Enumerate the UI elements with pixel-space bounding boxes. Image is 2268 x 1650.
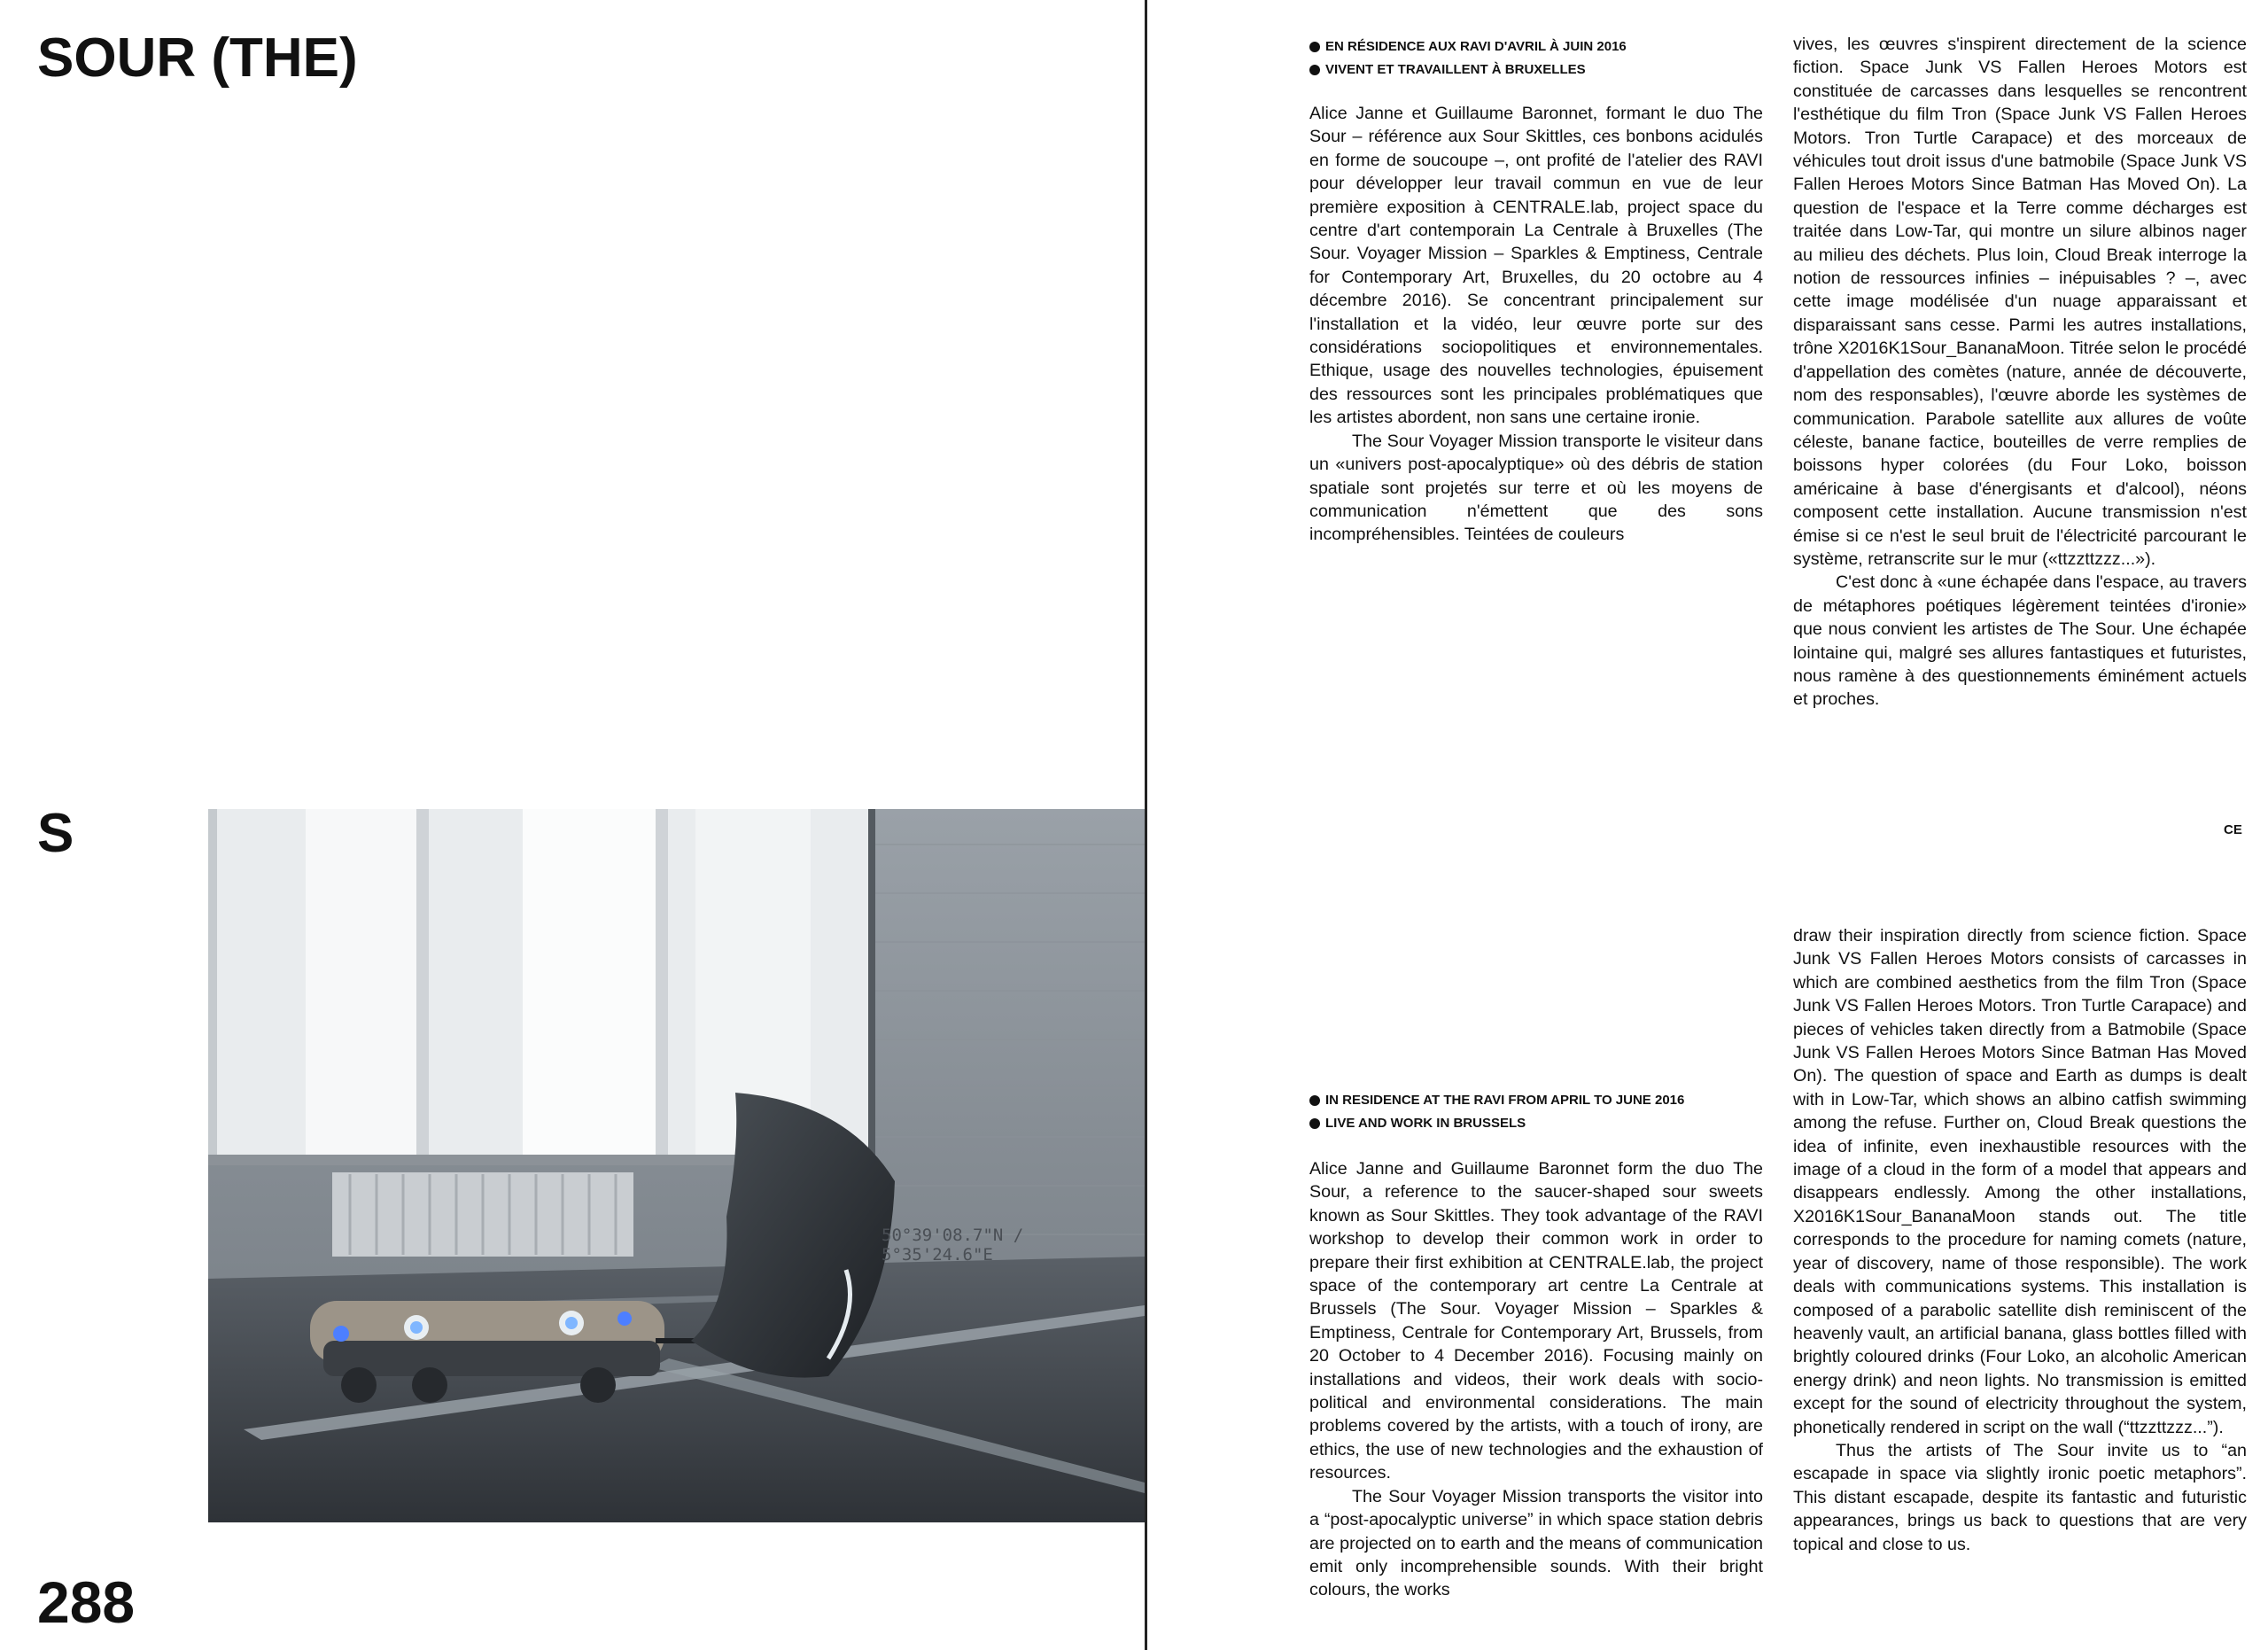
fr-bullet-text: VIVENT ET TRAVAILLENT À BRUXELLES bbox=[1325, 62, 1586, 77]
wall-coordinates-text: 50°39'08.7"N / 5°35'24.6"E bbox=[882, 1226, 1024, 1265]
fr-bullet bbox=[1309, 58, 1763, 82]
fr-bullet-text: EN RÉSIDENCE AUX RAVI D'AVRIL À JUIN 2016 bbox=[1325, 39, 1627, 54]
fr-bullet bbox=[1309, 35, 1763, 58]
page-title: SOUR (THE) bbox=[37, 27, 358, 89]
fr-bullet-list bbox=[1309, 35, 1763, 82]
author-signature: CE bbox=[2224, 822, 2242, 837]
en-column-2 bbox=[1793, 924, 2247, 1556]
en-bullet bbox=[1309, 1112, 1763, 1135]
paragraph: The Sour Voyager Mission transports the visitor into a “post-apocalyptic universe” in which space station debris are projected on to earth and the means of communication emit only incomprehensible sounds. With their bright colours, the works bbox=[1309, 1486, 1763, 1600]
photo-illustration bbox=[208, 809, 1145, 1522]
bullet-icon bbox=[1309, 1118, 1320, 1129]
page-number: 288 bbox=[37, 1569, 136, 1635]
paragraph: draw their inspiration directly from science fiction. Space Junk VS Fallen Heroes Motors consists of carcasses in which are combined aesthetics from the film Tron (Space Junk VS Fallen Heroes Motors. Tron Turtle Carapace) and pieces of vehicles taken directly from a Batmobile (Space Junk VS Fallen Heroes Motors Since Batman Has Moved On). The question of space and Earth as dumps is dealt with in Low-Tar, which shows an albino catfish swimming among the refuse. Further on, Cloud Break questions the idea of infinite, even inexhaustible resources with the image of a cloud in the form of a model that appears and disappears endlessly. Among the other installations, X2016K1Sour_BananaMoon stands out. The title corresponds to the procedure for naming comets (nature, year of discovery, name of those responsible). The work deals with communications systems. This installation is composed of a parabolic satellite dish reminiscent of the heavenly vault, an artificial banana, glass bottles filled with brightly coloured drinks (Four Loko, an alcoholic American energy drink) and neon lights. No transmission is emitted except for the sound of electricity throughout the system, phonetically rendered in script on the wall (“ttzzttzzz...”). bbox=[1793, 926, 2247, 1437]
paragraph: C'est donc à «une échapée dans l'espace, au travers de métaphores poétiques légèrement teintées d'ironie» que nous convient les artistes de The Sour. Une échapée lointaine qui, malgré ses allures fantastiques et futuristes, nous ramène à des questionnements éminément actuels et proches. bbox=[1793, 572, 2247, 710]
paragraph: vives, les œuvres s'inspirent directement de la science fiction. Space Junk VS Fallen Heroes Motors est constituée de carcasses dans lesquelles se rencontrent l'esthétique du film Tron (Space Junk VS Fallen Heroes Motors. Tron Turtle Carapace) et des morceaux de véhicules tout droit issus d'une batmobile (Space Junk VS Fallen Heroes Motors Since Batman Has Moved On). La question de l'espace et la Terre comme décharges est traitée dans Low-Tar, qui montre un silure albinos nager au milieu des déchets. Plus loin, Cloud Break interroge la notion de ressources infinies – inépuisables ? –, avec cette image modélisée d'un nuage apparaissant et disparaissant sans cesse. Parmi les autres installations, trône X2016K1Sour_BananaMoon. Titrée selon le procédé d'appellation des comètes (nature, année de découverte, nom des responsables), l'œuvre aborde les systèmes de communication. Parabole satellite aux allures de voûte céleste, banane factice, bouteilles de verre remplies de boissons hyper colorées (du Four Loko, boisson américaine à base d'énergisants et d'alcool), néons composent cette installation. Aucune transmission n'est émise si ce n'est le seul bruit de l'électricité parcourant le système, retranscrite sur le mur («ttzzttzzz...»). bbox=[1793, 35, 2247, 569]
bullet-icon bbox=[1309, 42, 1320, 52]
en-bullet-text: IN RESIDENCE AT THE RAVI FROM APRIL TO JUNE 2016 bbox=[1325, 1093, 1685, 1108]
fr-column-1 bbox=[1309, 102, 1763, 547]
en-bullet-text: LIVE AND WORK IN BRUSSELS bbox=[1325, 1116, 1526, 1131]
section-letter: S bbox=[37, 803, 74, 864]
bullet-icon bbox=[1309, 65, 1320, 75]
installation-photo bbox=[208, 809, 1145, 1522]
en-column-1 bbox=[1309, 1157, 1763, 1602]
paragraph: Alice Janne and Guillaume Baronnet form the duo The Sour, a reference to the saucer-shaped sour sweets known as Sour Skittles. They took advantage of the RAVI workshop to develop their common work in order to prepare their first exhibition at CENTRALE.lab, the project space of the contemporary art centre La Centrale at Brussels (The Sour. Voyager Mission – Sparkles & Emptiness, Centrale for Contemporary Art, Brussels, from 20 October to 4 December 2016). Focusing mainly on installations and videos, their work deals with socio-political and environmental considerations. The main problems covered by the artists, with a touch of irony, are ethics, the use of new technologies and the exhaustion of resources. bbox=[1309, 1159, 1763, 1483]
paragraph: Alice Janne et Guillaume Baronnet, formant le duo The Sour – référence aux Sour Skittles, ces bonbons acidulés en forme de soucoupe –, ont profité de l'atelier des RAVI pour développer leur travail commun en vue de leur première exposition à CENTRALE.lab, project space du centre d'art contemporain La Centrale à Bruxelles (The Sour. Voyager Mission – Sparkles & Emptiness, Centrale for Contemporary Art, Bruxelles, du 20 octobre au 4 décembre 2016). Se concentrant principalement sur l'installation et la vidéo, leur œuvre porte sur des considérations sociopolitiques et environnementales. Ethique, usage des nouvelles technologies, épuisement des ressources sont les principales problématiques que les artistes abordent, non sans une certaine ironie. bbox=[1309, 104, 1763, 428]
paragraph: Thus the artists of The Sour invite us to “an escapade in space via slightly ironic poetic metaphors”. This distant escapade, despite its fantastic and futuristic appearances, brings us back to questions that are very topical and close to us. bbox=[1793, 1440, 2247, 1554]
page-spine bbox=[1145, 0, 1147, 1650]
bullet-icon bbox=[1309, 1095, 1320, 1106]
en-bullet-list bbox=[1309, 1089, 1763, 1135]
paragraph: The Sour Voyager Mission transporte le visiteur dans un «univers post-apocalyptique» où des débris de station spatiale sont projetés sur terre et où les moyens de communication n'émettent que des sons incompréhensibles. Teintées de couleurs bbox=[1309, 431, 1763, 545]
en-bullet bbox=[1309, 1089, 1763, 1112]
fr-column-2 bbox=[1793, 33, 2247, 712]
